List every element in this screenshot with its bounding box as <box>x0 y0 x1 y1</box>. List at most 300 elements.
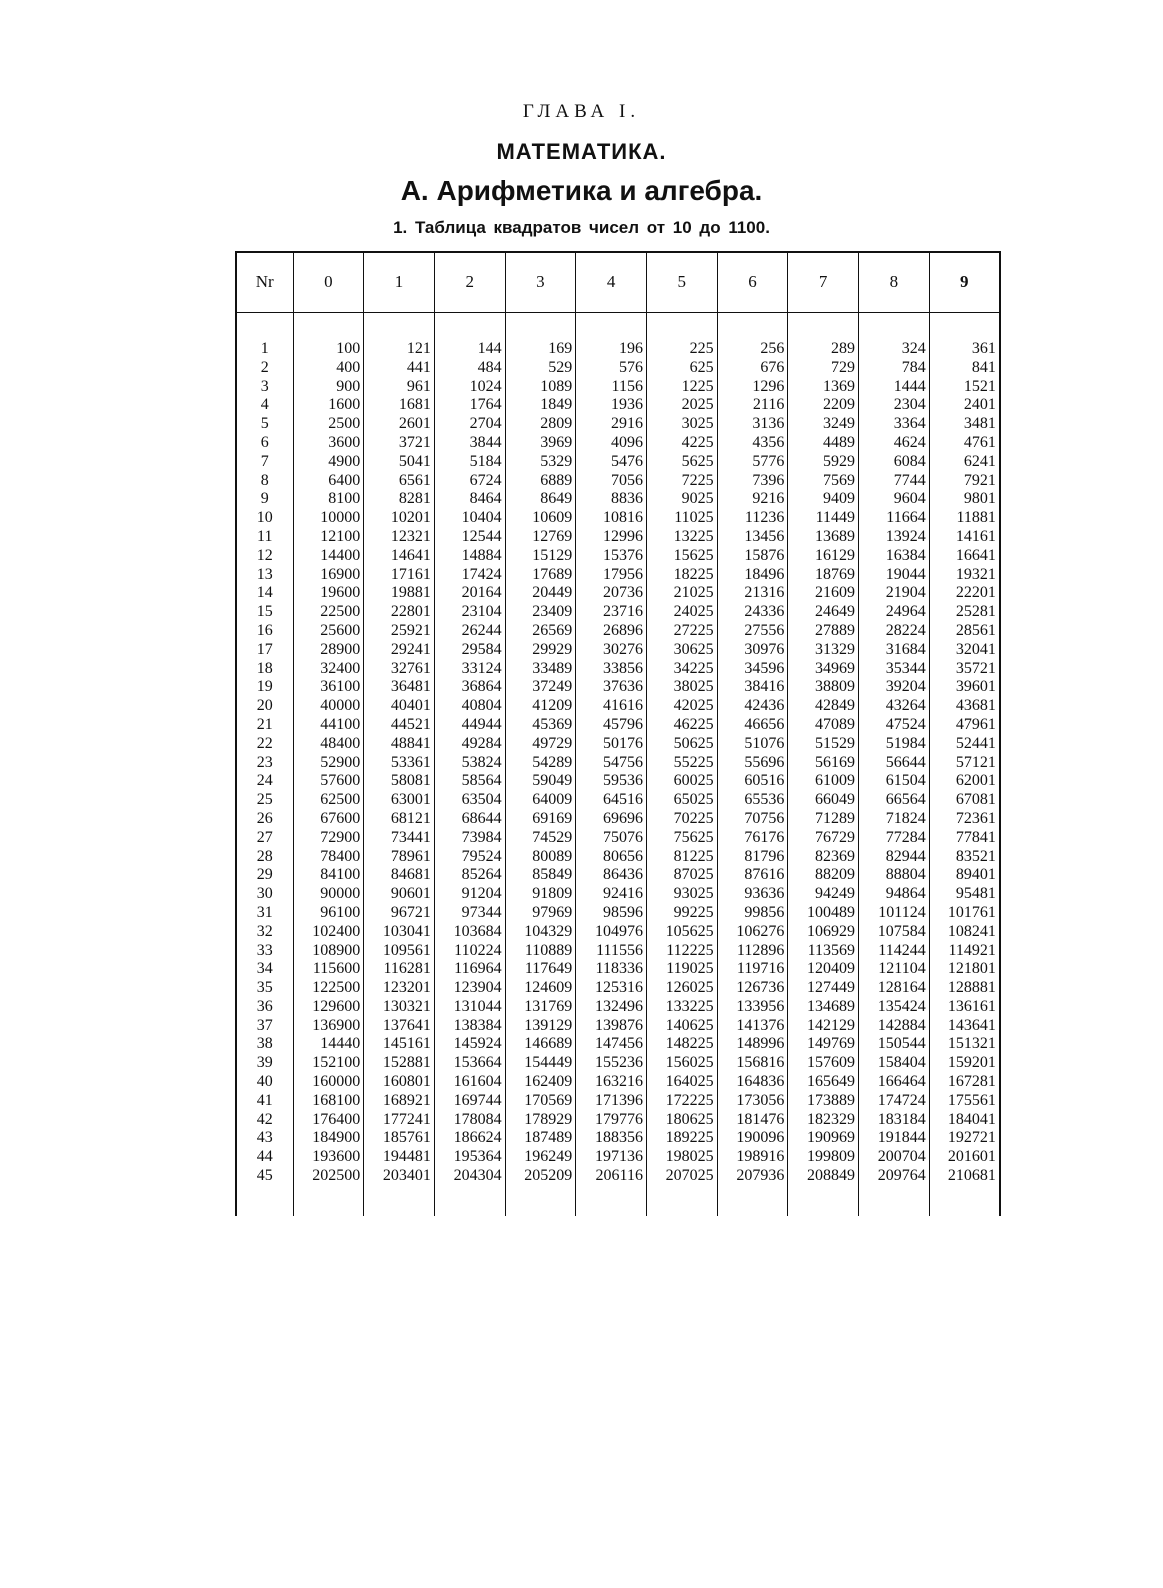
row-number-cell: 28 <box>236 848 293 867</box>
square-value-cell: 16129 <box>788 547 859 566</box>
square-value-cell: 24649 <box>788 603 859 622</box>
square-value-cell: 28224 <box>859 622 930 641</box>
table-row <box>236 942 1000 961</box>
spacer-cell <box>646 313 717 341</box>
square-value-cell: 204304 <box>434 1167 505 1186</box>
tail-cell <box>859 1186 930 1216</box>
square-value-cell: 24025 <box>646 603 717 622</box>
square-value-cell: 100 <box>293 340 364 359</box>
square-value-cell: 101124 <box>859 904 930 923</box>
square-value-cell: 126736 <box>717 979 788 998</box>
square-value-cell: 25281 <box>929 603 1000 622</box>
square-value-cell: 206116 <box>576 1167 647 1186</box>
square-value-cell: 96100 <box>293 904 364 923</box>
square-value-cell: 83521 <box>929 848 1000 867</box>
table-row <box>236 829 1000 848</box>
square-value-cell: 106276 <box>717 923 788 942</box>
square-value-cell: 58564 <box>434 772 505 791</box>
square-value-cell: 122500 <box>293 979 364 998</box>
table-row <box>236 453 1000 472</box>
square-value-cell: 69169 <box>505 810 576 829</box>
square-value-cell: 99225 <box>646 904 717 923</box>
row-number-cell: 16 <box>236 622 293 641</box>
chapter-heading: ГЛАВА I. <box>522 101 641 122</box>
square-value-cell: 40804 <box>434 697 505 716</box>
square-value-cell: 10201 <box>364 509 435 528</box>
spacer-cell <box>434 313 505 341</box>
square-value-cell: 139876 <box>576 1017 647 1036</box>
square-value-cell: 160801 <box>364 1073 435 1092</box>
row-number-cell: 21 <box>236 716 293 735</box>
row-number-cell: 20 <box>236 697 293 716</box>
square-value-cell: 71824 <box>859 810 930 829</box>
square-value-cell: 180625 <box>646 1111 717 1130</box>
table-row <box>236 547 1000 566</box>
square-value-cell: 5625 <box>646 453 717 472</box>
square-value-cell: 27889 <box>788 622 859 641</box>
square-value-cell: 20449 <box>505 584 576 603</box>
square-value-cell: 38416 <box>717 678 788 697</box>
row-number-cell: 17 <box>236 641 293 660</box>
square-value-cell: 119716 <box>717 960 788 979</box>
square-value-cell: 174724 <box>859 1092 930 1111</box>
square-value-cell: 138384 <box>434 1017 505 1036</box>
square-value-cell: 3364 <box>859 415 930 434</box>
square-value-cell: 139129 <box>505 1017 576 1036</box>
table-row <box>236 472 1000 491</box>
square-value-cell: 3025 <box>646 415 717 434</box>
row-number-cell: 2 <box>236 359 293 378</box>
square-value-cell: 33489 <box>505 660 576 679</box>
square-value-cell: 194481 <box>364 1148 435 1167</box>
square-value-cell: 190969 <box>788 1129 859 1148</box>
square-value-cell: 625 <box>646 359 717 378</box>
square-value-cell: 16384 <box>859 547 930 566</box>
tail-cell <box>505 1186 576 1216</box>
square-value-cell: 101761 <box>929 904 1000 923</box>
square-value-cell: 8464 <box>434 490 505 509</box>
square-value-cell: 20164 <box>434 584 505 603</box>
square-value-cell: 148225 <box>646 1035 717 1054</box>
spacer-cell <box>505 313 576 341</box>
table-row <box>236 1111 1000 1130</box>
square-value-cell: 9604 <box>859 490 930 509</box>
row-number-cell: 32 <box>236 923 293 942</box>
table-row <box>236 660 1000 679</box>
square-value-cell: 50625 <box>646 735 717 754</box>
square-value-cell: 5776 <box>717 453 788 472</box>
square-value-cell: 19881 <box>364 584 435 603</box>
square-value-cell: 30625 <box>646 641 717 660</box>
square-value-cell: 70756 <box>717 810 788 829</box>
section-heading: МАТЕМАТИКА. <box>496 139 667 164</box>
square-value-cell: 15876 <box>717 547 788 566</box>
square-value-cell: 66049 <box>788 791 859 810</box>
square-value-cell: 78400 <box>293 848 364 867</box>
square-value-cell: 209764 <box>859 1167 930 1186</box>
square-value-cell: 73984 <box>434 829 505 848</box>
square-value-cell: 62500 <box>293 791 364 810</box>
square-value-cell: 44521 <box>364 716 435 735</box>
square-value-cell: 9409 <box>788 490 859 509</box>
square-value-cell: 86436 <box>576 866 647 885</box>
square-value-cell: 193600 <box>293 1148 364 1167</box>
square-value-cell: 68121 <box>364 810 435 829</box>
square-value-cell: 65025 <box>646 791 717 810</box>
square-value-cell: 7056 <box>576 472 647 491</box>
square-value-cell: 11236 <box>717 509 788 528</box>
table-title: 1. Таблица квадратов чисел от 10 до 1100. <box>393 218 770 237</box>
table-row <box>236 1167 1000 1186</box>
square-value-cell: 45796 <box>576 716 647 735</box>
squares-table <box>235 251 1001 1216</box>
square-value-cell: 9025 <box>646 490 717 509</box>
square-value-cell: 135424 <box>859 998 930 1017</box>
table-row <box>236 810 1000 829</box>
square-value-cell: 6084 <box>859 453 930 472</box>
table-row <box>236 359 1000 378</box>
row-number-cell: 30 <box>236 885 293 904</box>
square-value-cell: 111556 <box>576 942 647 961</box>
square-value-cell: 64516 <box>576 791 647 810</box>
header-spacer-row <box>236 313 1000 341</box>
square-value-cell: 39601 <box>929 678 1000 697</box>
row-number-cell: 44 <box>236 1148 293 1167</box>
square-value-cell: 34969 <box>788 660 859 679</box>
square-value-cell: 43681 <box>929 697 1000 716</box>
square-value-cell: 900 <box>293 378 364 397</box>
square-value-cell: 156816 <box>717 1054 788 1073</box>
row-number-cell: 26 <box>236 810 293 829</box>
square-value-cell: 2809 <box>505 415 576 434</box>
square-value-cell: 176400 <box>293 1111 364 1130</box>
square-value-cell: 46225 <box>646 716 717 735</box>
square-value-cell: 19044 <box>859 566 930 585</box>
square-value-cell: 37636 <box>576 678 647 697</box>
square-value-cell: 198916 <box>717 1148 788 1167</box>
square-value-cell: 1936 <box>576 396 647 415</box>
table-row <box>236 885 1000 904</box>
square-value-cell: 40000 <box>293 697 364 716</box>
tail-cell <box>434 1186 505 1216</box>
square-value-cell: 22201 <box>929 584 1000 603</box>
square-value-cell: 9801 <box>929 490 1000 509</box>
square-value-cell: 99856 <box>717 904 788 923</box>
square-value-cell: 1369 <box>788 378 859 397</box>
square-value-cell: 2209 <box>788 396 859 415</box>
square-value-cell: 3721 <box>364 434 435 453</box>
square-value-cell: 42849 <box>788 697 859 716</box>
square-value-cell: 158404 <box>859 1054 930 1073</box>
row-number-cell: 10 <box>236 509 293 528</box>
square-value-cell: 112896 <box>717 942 788 961</box>
table-row <box>236 603 1000 622</box>
square-value-cell: 144 <box>434 340 505 359</box>
square-value-cell: 94864 <box>859 885 930 904</box>
table-row <box>236 622 1000 641</box>
square-value-cell: 103684 <box>434 923 505 942</box>
square-value-cell: 12544 <box>434 528 505 547</box>
tail-cell <box>717 1186 788 1216</box>
square-value-cell: 16641 <box>929 547 1000 566</box>
row-number-cell: 12 <box>236 547 293 566</box>
square-value-cell: 115600 <box>293 960 364 979</box>
column-header-5: 5 <box>646 252 717 313</box>
square-value-cell: 44944 <box>434 716 505 735</box>
square-value-cell: 207025 <box>646 1167 717 1186</box>
square-value-cell: 42436 <box>717 697 788 716</box>
square-value-cell: 26896 <box>576 622 647 641</box>
spacer-cell <box>293 313 364 341</box>
row-number-cell: 4 <box>236 396 293 415</box>
square-value-cell: 2116 <box>717 396 788 415</box>
square-value-cell: 97969 <box>505 904 576 923</box>
square-value-cell: 33856 <box>576 660 647 679</box>
square-value-cell: 225 <box>646 340 717 359</box>
square-value-cell: 110224 <box>434 942 505 961</box>
square-value-cell: 31684 <box>859 641 930 660</box>
row-number-cell: 41 <box>236 1092 293 1111</box>
column-header-nr: Nr <box>236 252 293 313</box>
square-value-cell: 20736 <box>576 584 647 603</box>
row-number-cell: 29 <box>236 866 293 885</box>
column-header-1: 1 <box>364 252 435 313</box>
square-value-cell: 34225 <box>646 660 717 679</box>
table-row <box>236 923 1000 942</box>
square-value-cell: 38809 <box>788 678 859 697</box>
row-number-cell: 9 <box>236 490 293 509</box>
square-value-cell: 24336 <box>717 603 788 622</box>
square-value-cell: 68644 <box>434 810 505 829</box>
square-value-cell: 49284 <box>434 735 505 754</box>
square-value-cell: 126025 <box>646 979 717 998</box>
square-value-cell: 42025 <box>646 697 717 716</box>
row-number-cell: 23 <box>236 754 293 773</box>
square-value-cell: 118336 <box>576 960 647 979</box>
square-value-cell: 48841 <box>364 735 435 754</box>
square-value-cell: 142129 <box>788 1017 859 1036</box>
square-value-cell: 35344 <box>859 660 930 679</box>
table-row <box>236 998 1000 1017</box>
square-value-cell: 47961 <box>929 716 1000 735</box>
square-value-cell: 27225 <box>646 622 717 641</box>
row-number-cell: 19 <box>236 678 293 697</box>
square-value-cell: 40401 <box>364 697 435 716</box>
square-value-cell: 57600 <box>293 772 364 791</box>
square-value-cell: 47089 <box>788 716 859 735</box>
square-value-cell: 178929 <box>505 1111 576 1130</box>
square-value-cell: 19600 <box>293 584 364 603</box>
square-value-cell: 124609 <box>505 979 576 998</box>
square-value-cell: 43264 <box>859 697 930 716</box>
square-value-cell: 21025 <box>646 584 717 603</box>
square-value-cell: 136161 <box>929 998 1000 1017</box>
square-value-cell: 100489 <box>788 904 859 923</box>
square-value-cell: 199809 <box>788 1148 859 1167</box>
square-value-cell: 162409 <box>505 1073 576 1092</box>
square-value-cell: 67081 <box>929 791 1000 810</box>
row-number-cell: 42 <box>236 1111 293 1130</box>
square-value-cell: 114921 <box>929 942 1000 961</box>
square-value-cell: 36100 <box>293 678 364 697</box>
square-value-cell: 45369 <box>505 716 576 735</box>
square-value-cell: 117649 <box>505 960 576 979</box>
square-value-cell: 147456 <box>576 1035 647 1054</box>
table-row <box>236 378 1000 397</box>
square-value-cell: 98596 <box>576 904 647 923</box>
square-value-cell: 51984 <box>859 735 930 754</box>
square-value-cell: 11449 <box>788 509 859 528</box>
square-value-cell: 289 <box>788 340 859 359</box>
square-value-cell: 74529 <box>505 829 576 848</box>
row-number-cell: 1 <box>236 340 293 359</box>
square-value-cell: 3249 <box>788 415 859 434</box>
square-value-cell: 159201 <box>929 1054 1000 1073</box>
square-value-cell: 576 <box>576 359 647 378</box>
square-value-cell: 73441 <box>364 829 435 848</box>
row-number-cell: 24 <box>236 772 293 791</box>
square-value-cell: 114244 <box>859 942 930 961</box>
table-row <box>236 509 1000 528</box>
row-number-cell: 11 <box>236 528 293 547</box>
square-value-cell: 61009 <box>788 772 859 791</box>
square-value-cell: 82944 <box>859 848 930 867</box>
tail-cell <box>576 1186 647 1216</box>
square-value-cell: 93636 <box>717 885 788 904</box>
square-value-cell: 184041 <box>929 1111 1000 1130</box>
square-value-cell: 133225 <box>646 998 717 1017</box>
square-value-cell: 169 <box>505 340 576 359</box>
square-value-cell: 3481 <box>929 415 1000 434</box>
square-value-cell: 16900 <box>293 566 364 585</box>
square-value-cell: 361 <box>929 340 1000 359</box>
column-header-3: 3 <box>505 252 576 313</box>
square-value-cell: 55225 <box>646 754 717 773</box>
square-value-cell: 37249 <box>505 678 576 697</box>
square-value-cell: 5329 <box>505 453 576 472</box>
square-value-cell: 160000 <box>293 1073 364 1092</box>
square-value-cell: 19321 <box>929 566 1000 585</box>
row-number-cell: 36 <box>236 998 293 1017</box>
square-value-cell: 196249 <box>505 1148 576 1167</box>
square-value-cell: 54756 <box>576 754 647 773</box>
square-value-cell: 13924 <box>859 528 930 547</box>
square-value-cell: 87616 <box>717 866 788 885</box>
square-value-cell: 189225 <box>646 1129 717 1148</box>
row-number-cell: 6 <box>236 434 293 453</box>
square-value-cell: 72900 <box>293 829 364 848</box>
square-value-cell: 46656 <box>717 716 788 735</box>
tail-cell <box>788 1186 859 1216</box>
square-value-cell: 128881 <box>929 979 1000 998</box>
column-header-0: 0 <box>293 252 364 313</box>
square-value-cell: 131769 <box>505 998 576 1017</box>
row-number-cell: 18 <box>236 660 293 679</box>
square-value-cell: 41616 <box>576 697 647 716</box>
square-value-cell: 123201 <box>364 979 435 998</box>
square-value-cell: 63001 <box>364 791 435 810</box>
square-value-cell: 6889 <box>505 472 576 491</box>
square-value-cell: 76176 <box>717 829 788 848</box>
square-value-cell: 149769 <box>788 1035 859 1054</box>
spacer-cell <box>576 313 647 341</box>
spacer-cell <box>236 313 293 341</box>
row-number-cell: 37 <box>236 1017 293 1036</box>
square-value-cell: 4761 <box>929 434 1000 453</box>
table-row <box>236 415 1000 434</box>
square-value-cell: 66564 <box>859 791 930 810</box>
square-value-cell: 192721 <box>929 1129 1000 1148</box>
square-value-cell: 52441 <box>929 735 1000 754</box>
square-value-cell: 484 <box>434 359 505 378</box>
square-value-cell: 6724 <box>434 472 505 491</box>
square-value-cell: 23104 <box>434 603 505 622</box>
square-value-cell: 164025 <box>646 1073 717 1092</box>
square-value-cell: 1764 <box>434 396 505 415</box>
square-value-cell: 95481 <box>929 885 1000 904</box>
square-value-cell: 6561 <box>364 472 435 491</box>
square-value-cell: 11881 <box>929 509 1000 528</box>
square-value-cell: 38025 <box>646 678 717 697</box>
square-value-cell: 151321 <box>929 1035 1000 1054</box>
table-row <box>236 1092 1000 1111</box>
square-value-cell: 14161 <box>929 528 1000 547</box>
square-value-cell: 50176 <box>576 735 647 754</box>
square-value-cell: 103041 <box>364 923 435 942</box>
square-value-cell: 141376 <box>717 1017 788 1036</box>
square-value-cell: 195364 <box>434 1148 505 1167</box>
square-value-cell: 191844 <box>859 1129 930 1148</box>
square-value-cell: 1024 <box>434 378 505 397</box>
square-value-cell: 187489 <box>505 1129 576 1148</box>
square-value-cell: 107584 <box>859 923 930 942</box>
square-value-cell: 82369 <box>788 848 859 867</box>
table-row <box>236 641 1000 660</box>
square-value-cell: 168100 <box>293 1092 364 1111</box>
square-value-cell: 94249 <box>788 885 859 904</box>
spacer-cell <box>717 313 788 341</box>
square-value-cell: 179776 <box>576 1111 647 1130</box>
row-number-cell: 43 <box>236 1129 293 1148</box>
square-value-cell: 69696 <box>576 810 647 829</box>
square-value-cell: 166464 <box>859 1073 930 1092</box>
square-value-cell: 91204 <box>434 885 505 904</box>
square-value-cell: 25921 <box>364 622 435 641</box>
square-value-cell: 88209 <box>788 866 859 885</box>
square-value-cell: 18225 <box>646 566 717 585</box>
row-number-cell: 33 <box>236 942 293 961</box>
square-value-cell: 10404 <box>434 509 505 528</box>
square-value-cell: 15376 <box>576 547 647 566</box>
square-value-cell: 201601 <box>929 1148 1000 1167</box>
square-value-cell: 183184 <box>859 1111 930 1130</box>
square-value-cell: 1225 <box>646 378 717 397</box>
square-value-cell: 210681 <box>929 1167 1000 1186</box>
square-value-cell: 24964 <box>859 603 930 622</box>
square-value-cell: 25600 <box>293 622 364 641</box>
table-row <box>236 960 1000 979</box>
table-row <box>236 791 1000 810</box>
square-value-cell: 8281 <box>364 490 435 509</box>
column-header-2: 2 <box>434 252 505 313</box>
square-value-cell: 2500 <box>293 415 364 434</box>
square-value-cell: 143641 <box>929 1017 1000 1036</box>
square-value-cell: 400 <box>293 359 364 378</box>
square-value-cell: 108241 <box>929 923 1000 942</box>
square-value-cell: 104329 <box>505 923 576 942</box>
column-header-9: 9 <box>929 252 1000 313</box>
square-value-cell: 208849 <box>788 1167 859 1186</box>
